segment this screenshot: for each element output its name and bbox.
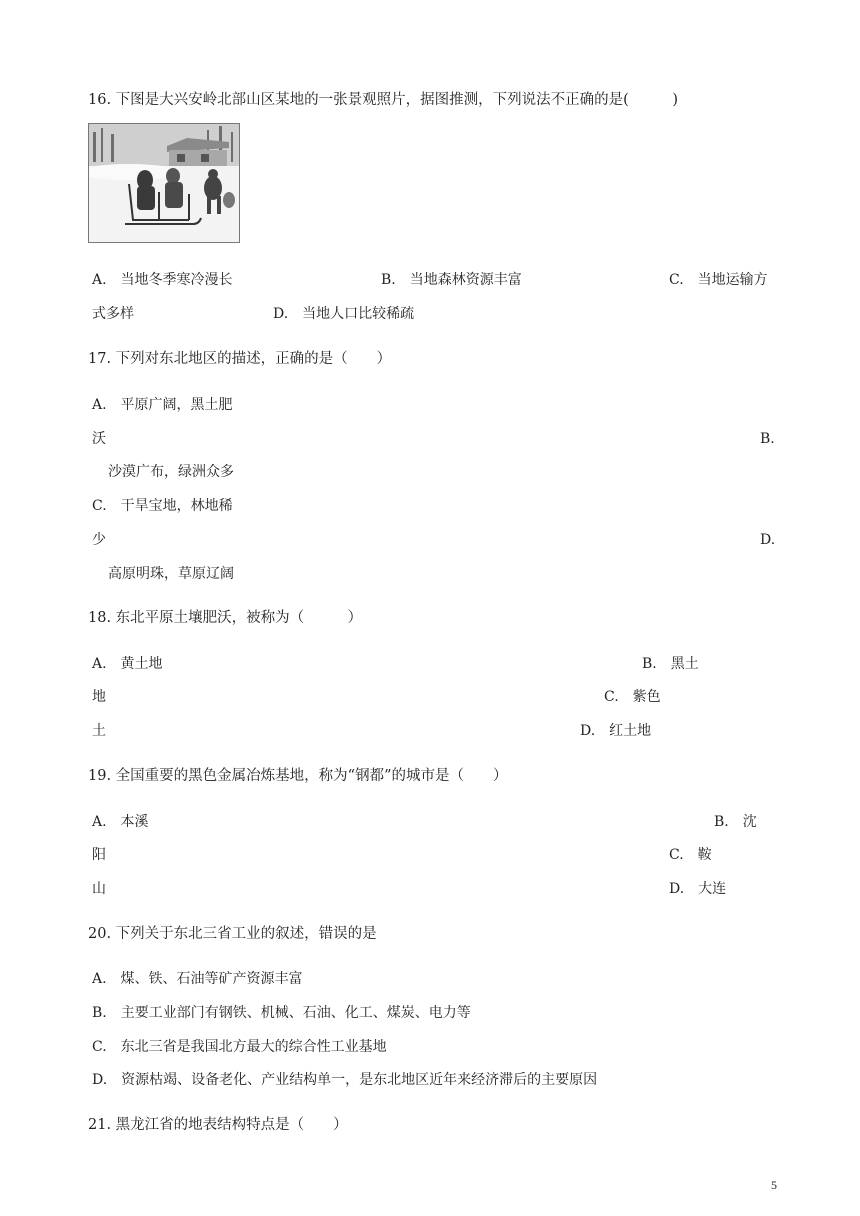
question-19-stem: 19. 全国重要的黑色金属冶炼基地，称为“钢都”的城市是（ ） — [88, 768, 508, 784]
q17-option-c: C. 干旱宝地，林地稀 — [92, 498, 233, 514]
q17-option-a-continued: 沃 — [92, 431, 106, 447]
q19-option-b: B. 沈 — [714, 814, 757, 830]
question-21-stem: 21. 黑龙江省的地表结构特点是（ ） — [88, 1117, 348, 1133]
q19-option-d: D. 大连 — [669, 881, 727, 897]
q19-option-a: A. 本溪 — [92, 814, 149, 830]
q19-option-c-continued: 山 — [92, 881, 106, 897]
question-16-stem: 16. 下图是大兴安岭北部山区某地的一张景观照片，据图推测，下列说法不正确的是( ) — [88, 92, 678, 108]
question-18-stem: 18. 东北平原土壤肥沃，被称为（ ） — [88, 610, 363, 626]
q20-option-b: B. 主要工业部门有钢铁、机械、石油、化工、煤炭、电力等 — [92, 1005, 471, 1021]
question-17-stem: 17. 下列对东北地区的描述，正确的是（ ） — [88, 351, 392, 367]
q18-option-a: A. 黄土地 — [92, 656, 163, 672]
q20-option-c: C. 东北三省是我国北方最大的综合性工业基地 — [92, 1039, 387, 1055]
q18-option-d: D. 红土地 — [580, 723, 652, 739]
q18-option-b: B. 黑土 — [642, 656, 699, 672]
q17-option-b: 沙漠广布，绿洲众多 — [108, 464, 234, 480]
question-20-stem: 20. 下列关于东北三省工业的叙述，错误的是 — [88, 926, 377, 942]
q19-option-c: C. 鞍 — [669, 847, 712, 863]
q20-option-d: D. 资源枯竭、设备老化、产业结构单一，是东北地区近年来经济滞后的主要原因 — [92, 1072, 598, 1088]
q19-option-b-continued: 阳 — [92, 847, 106, 863]
q18-option-c-continued: 土 — [92, 723, 106, 739]
q20-option-a: A. 煤、铁、石油等矿产资源丰富 — [92, 971, 303, 987]
q18-option-c: C. 紫色 — [604, 689, 661, 705]
q18-option-a-continued: 地 — [92, 689, 106, 705]
q17-option-c-continued: 少 — [92, 532, 106, 548]
q16-option-a: A. 当地冬季寒冷漫长 — [92, 272, 233, 288]
q16-option-c: C. 当地运输方 — [669, 272, 768, 288]
q17-option-b-letter: B. — [760, 431, 775, 447]
q16-option-b: B. 当地森林资源丰富 — [381, 272, 522, 288]
winter-landscape-photo — [88, 123, 240, 243]
q16-option-c-continued: 式多样 — [92, 306, 134, 322]
q17-option-d-letter: D. — [760, 532, 776, 548]
winter-sled-scene-illustration — [89, 124, 240, 243]
q17-option-a: A. 平原广阔，黑土肥 — [92, 397, 233, 413]
page-number: 5 — [771, 1178, 777, 1192]
q17-option-d: 高原明珠，草原辽阔 — [108, 566, 234, 582]
q16-option-d: D. 当地人口比较稀疏 — [273, 306, 415, 322]
